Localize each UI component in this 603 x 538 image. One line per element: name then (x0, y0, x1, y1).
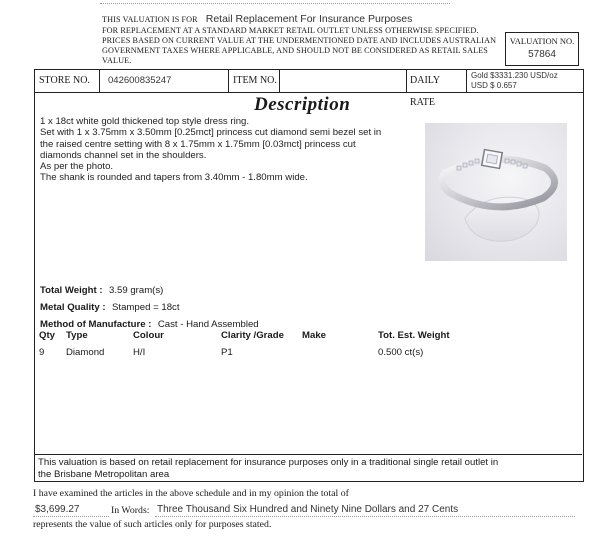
row-weight: 0.500 ct(s) (378, 347, 424, 358)
basis-note-box (34, 454, 582, 482)
metal-quality-value: Stamped = 18ct (112, 302, 180, 313)
description-title: Description (254, 94, 351, 115)
col-colour: Colour (133, 330, 164, 341)
description-text (40, 116, 430, 184)
store-no-label: STORE NO. (35, 70, 100, 92)
stones-table-header (39, 330, 539, 344)
description-line-6: The shank is rounded and tapers from 3.40mm - 1.80mm wide. (40, 172, 308, 184)
basis-note-line-2: the Brisbane Metropolitan area (38, 469, 170, 480)
row-colour: H/I (133, 347, 146, 358)
footer-statement-2: represents the value of such articles only for purposes stated. (33, 519, 272, 530)
item-no-label: ITEM NO. (229, 70, 280, 92)
row-qty: 9 (39, 347, 45, 358)
row-type: Diamond (66, 347, 105, 358)
disclaimer-line-2: PRICES BASED ON CURRENT VALUE AT THE UNDERMENTIONED DATE AND INCLUDES AUSTRALIAN (102, 36, 497, 45)
in-words-value: Three Thousand Six Hundred and Ninety Nine Dollars and 27 Cents (157, 504, 459, 515)
row-clarity: P1 (221, 347, 233, 358)
valuation-no-label: VALUATION NO. (509, 36, 575, 46)
disclaimer-line-3: GOVERNMENT TAXES WHERE APPLICABLE, AND SHOULD NOT BE CONSIDERED AS RETAIL SALES VALUE. (102, 46, 488, 65)
ring-illustration (425, 123, 567, 261)
description-line-5: As per the photo. (40, 161, 114, 173)
col-clarity: Clarity /Grade (221, 330, 284, 341)
daily-rate-label: DAILY RATE (407, 70, 467, 92)
daily-rate-line-1: Gold $3331.230 USD/oz (471, 71, 558, 80)
col-type: Type (66, 330, 88, 341)
total-value: $3,699.27 (35, 504, 80, 515)
table-row (39, 347, 539, 361)
in-words-label: In Words: (111, 505, 150, 516)
valuation-no-value: 57864 (528, 49, 556, 60)
ring-photo (425, 123, 567, 261)
description-line-1: 1 x 18ct white gold thickened top style dress ring. (40, 116, 250, 127)
total-weight-value: 3.59 gram(s) (108, 285, 164, 296)
disclaimer-line-1: FOR REPLACEMENT AT A STANDARD MARKET RETAIL OUTLET UNLESS OTHERWISE SPECIFIED. (102, 26, 479, 35)
top-dotted-rule (100, 3, 450, 4)
total-weight-label: Total Weight : (40, 285, 103, 296)
store-no-value: 042600835247 (100, 70, 229, 92)
method-label: Method of Manufacture : (40, 319, 152, 330)
method-value: Cast - Hand Assembled (157, 319, 259, 330)
header-block (102, 13, 502, 66)
footer-statement-1: I have examined the articles in the above schedule and in my opinion the total of (33, 488, 349, 499)
total-value-underline (33, 516, 109, 517)
valuation-for-value: Retail Replacement For Insurance Purposes (205, 13, 413, 25)
description-line-3: the raised centre setting with 8 x 1.75mm x 1.75mm [0.03mct] princess cut (40, 138, 356, 150)
description-line-2: Set with 1 x 3.75mm x 3.50mm [0.25mct] princess cut diamond semi bezel set in (40, 127, 382, 139)
details-block (40, 282, 259, 332)
col-make: Make (302, 330, 326, 341)
col-weight: Tot. Est. Weight (378, 330, 450, 341)
valuation-number-box (505, 32, 579, 66)
description-line-4: diamonds channel set in the shoulders. (40, 149, 207, 161)
footer-total-row (33, 503, 578, 517)
basis-note-line-1: This valuation is based on retail replacement for insurance purposes only in a traditional single retail outlet in (38, 457, 499, 468)
daily-rate-value (467, 70, 558, 92)
daily-rate-line-2: USD $ 0.657 (471, 81, 517, 90)
valuation-for-label: THIS VALUATION IS FOR (102, 15, 198, 24)
item-no-value (280, 70, 407, 92)
metal-quality-label: Metal Quality : (40, 302, 106, 313)
in-words-underline (155, 516, 575, 517)
col-qty: Qty (39, 330, 55, 341)
